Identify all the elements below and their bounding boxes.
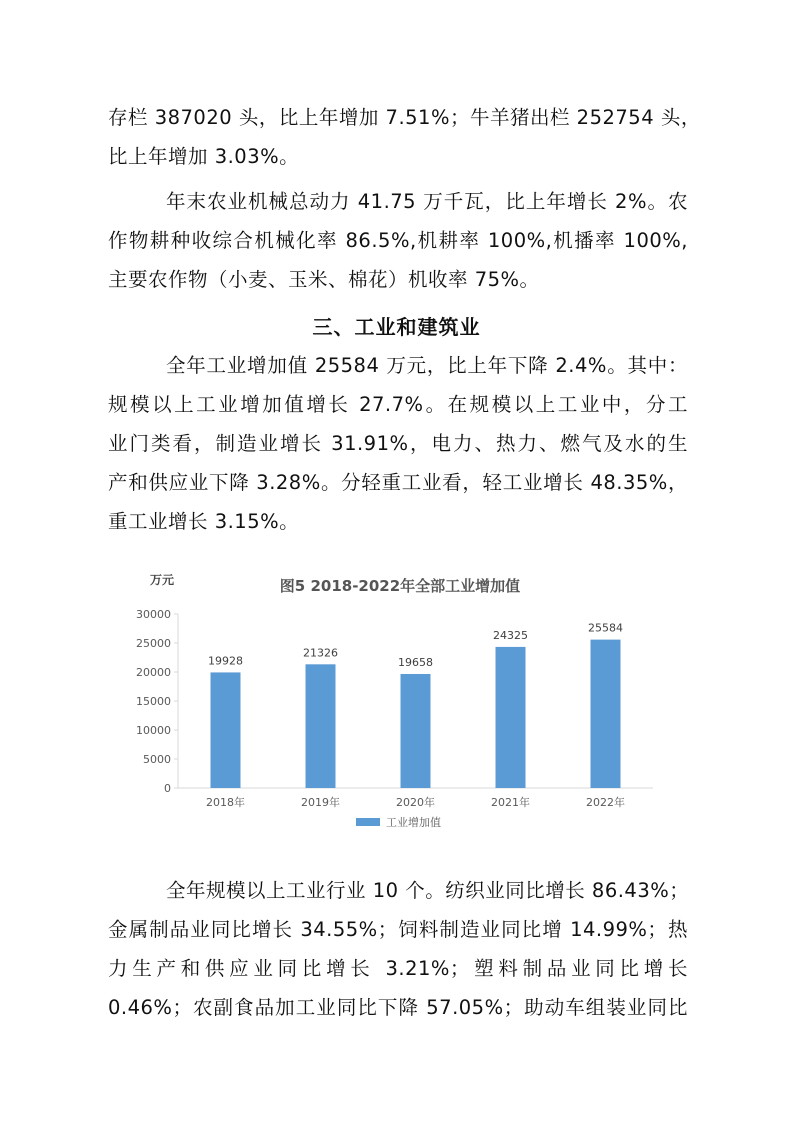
text-line: 作物耕种收综合机械化率 86.5%,机耕率 100%,机播率 100%, [108,229,688,252]
text-line: 主要农作物（小麦、玉米、棉花）机收率 75%。 [108,268,540,291]
chart-title: 图5 2018-2022年全部工业增加值 [279,577,521,595]
y-tick-label: 0 [164,782,171,795]
bar-value-label: 21326 [303,646,338,660]
bar [306,664,336,788]
y-tick-label: 10000 [136,724,171,737]
x-tick-label: 2018年 [206,796,245,809]
bar [496,647,526,788]
paragraph-agri-machinery [108,182,688,299]
text-line: 0.46%；农副食品加工业同比下降 57.05%；助动车组装业同比 [108,996,688,1019]
text-line: 重工业增长 3.15%。 [108,510,300,533]
text-line: 比上年增加 3.03%。 [108,145,300,168]
y-tick-label: 30000 [136,608,171,621]
text-line: 存栏 387020 头，比上年增加 7.51%；牛羊猪出栏 252754 头， [108,106,701,129]
text-line: 年末农业机械总动力 41.75 万千瓦，比上年增长 2%。农 [166,190,688,213]
chart-svg [108,562,688,862]
section-heading: 三、工业和建筑业 [312,315,481,339]
y-tick-label: 20000 [136,666,171,679]
y-tick-label: 5000 [143,753,171,766]
text-line: 金属制品业同比增长 34.55%；饲料制造业同比增 14.99%；热 [108,918,688,941]
text-line: 业门类看，制造业增长 31.91%，电力、热力、燃气及水的生 [108,432,688,455]
paragraph-livestock [108,98,701,176]
bar-value-label: 25584 [588,621,623,635]
bar-value-label: 24325 [493,628,528,642]
text-line: 力生产和供应业同比增长 3.21%；塑料制品业同比增长 [108,957,688,980]
bar [211,672,241,788]
x-tick-label: 2022年 [586,796,625,809]
legend-swatch [356,818,380,826]
y-tick-label: 25000 [136,637,171,650]
bar [401,674,431,788]
bar-value-label: 19928 [208,654,243,668]
x-tick-label: 2020年 [396,796,435,809]
y-axis-unit: 万元 [150,573,175,587]
x-tick-label: 2019年 [301,796,340,809]
bar [591,640,621,788]
text-line: 全年规模以上工业行业 10 个。纺织业同比增长 86.43%； [166,879,690,902]
paragraph-industry-sectors [108,871,688,1027]
text-line: 全年工业增加值 25584 万元，比上年下降 2.4%。其中： [166,354,688,377]
x-tick-label: 2021年 [491,796,530,809]
legend-label: 工业增加值 [386,816,441,829]
text-line: 产和供应业下降 3.28%。分轻重工业看，轻工业增长 48.35%， [108,471,688,494]
text-line: 规模以上工业增加值增长 27.7%。在规模以上工业中，分工 [108,393,688,416]
bar-value-label: 19658 [398,655,433,669]
y-tick-label: 15000 [136,695,171,708]
paragraph-industry [108,346,688,541]
industry-value-chart [108,562,688,862]
